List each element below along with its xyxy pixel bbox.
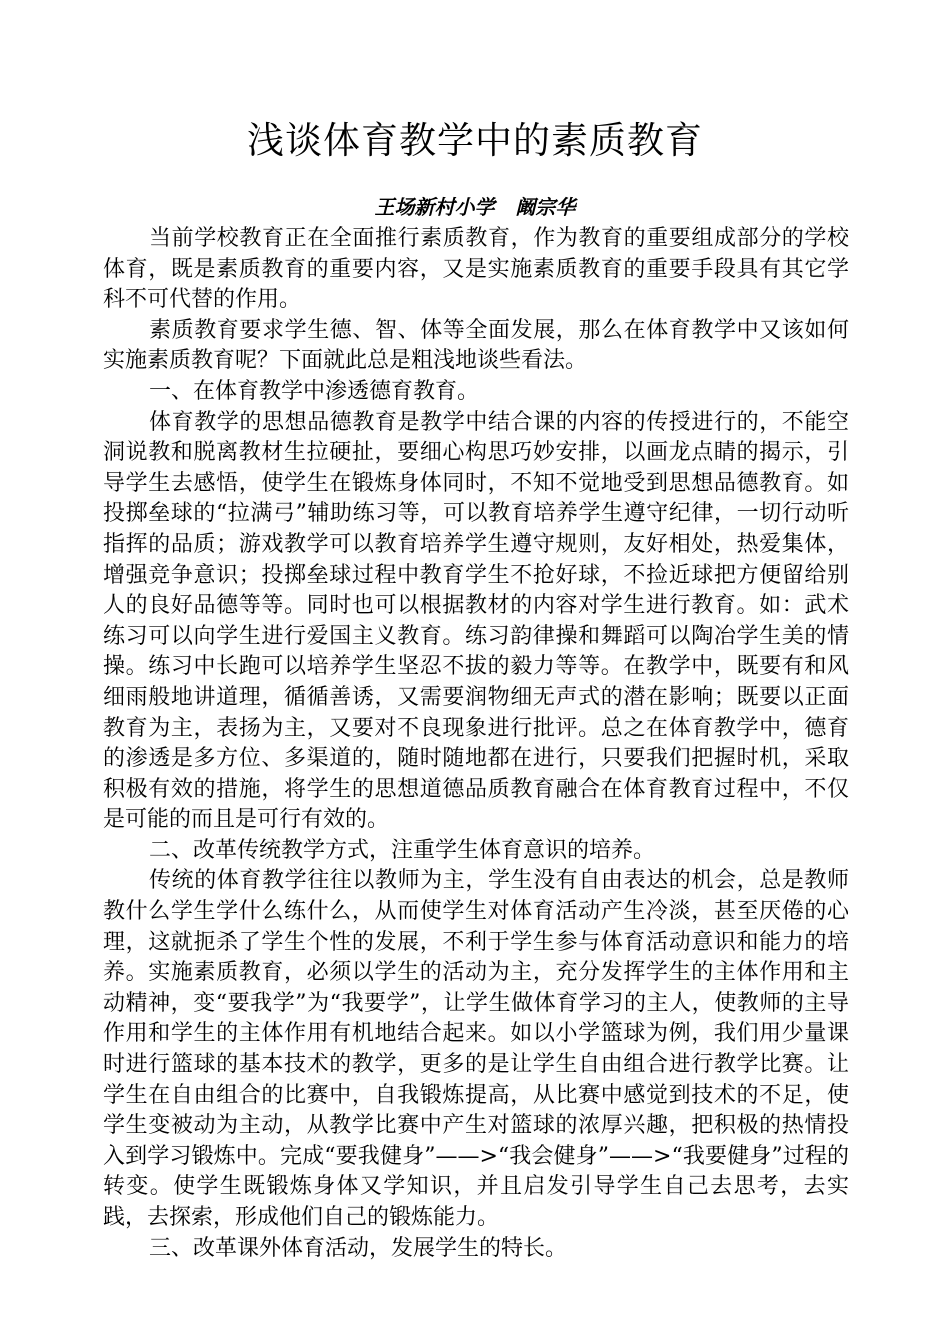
section-heading: 二、改革传统教学方式，注重学生体育意识的培养。: [149, 837, 656, 863]
paragraph: 体育教学的思想品德教育是教学中结合课的内容的传授进行的，不能空洞说教和脱离教材生拉硬扯，要细心构思巧妙安排，以画龙点睛的揭示，引导学生去感悟，使学生在锻炼身体同时，不知不觉地受到思想品德教育。如投掷垒球的“拉满弓”辅助练习等，可以教育培养学生遵守纪律，一切行动听指挥的品质；游戏教学可以教育培养学生遵守规则，友好相处，热爱集体，增强竞争意识；投掷垒球过程中教育学生不抢好球，不捡近球把方便留给别人的良好品德等等。同时也可以根据教材的内容对学生进行教育。如：武术练习可以向学生进行爱国主义教育。练习韵律操和舞蹈可以陶冶学生美的情操。练习中长跑可以培养学生坚忍不拔的毅力等等。在教学中，既要有和风细雨般地讲道理，循循善诱，又需要润物细无声式的潜在影响；既要以正面教育为主，表扬为主，又要对不良现象进行批评。总之在体育教学中，德育的渗透是多方位、多渠道的，随时随地都在进行，只要我们把握时机，采取积极有效的措施，将学生的思想道德品质教育融合在体育教育过程中，不仅是可能的而且是可行有效的。: [103, 409, 849, 833]
paragraph: 传统的体育教学往往以教师为主，学生没有自由表达的机会，总是教师教什么学生学什么练什么，从而使学生对体育活动产生冷淡，甚至厌倦的心理，这就扼杀了学生个性的发展，不利于学生参与体育活动意识和能力的培养。实施素质教育，必须以学生的活动为主，充分发挥学生的主体作用和主动精神，变“要我学”为“我要学”，让学生做体育学习的主人，使教师的主导作用和学生的主体作用有机地结合起来。如以小学篮球为例，我们用少量课时进行篮球的基本技术的教学，更多的是让学生自由组合进行教学比赛。让学生在自由组合的比赛中，自我锻炼提高，从比赛中感觉到技术的不足，使学生变被动为主动，从教学比赛中产生对篮球的浓厚兴趣，把积极的热情投入到学习锻炼中。完成“要我健身”——>“我会健身”——>“我要健身”过程的转变。使学生既锻炼身体又学知识，并且启发引导学生自己去思考，去实践，去探索，形成他们自己的锻炼能力。: [103, 868, 849, 1230]
paragraph: 素质教育要求学生德、智、体等全面发展，那么在体育教学中又该如何实施素质教育呢？下面就此总是粗浅地谈些看法。: [103, 317, 849, 374]
section-heading: 三、改革课外体育活动，发展学生的特长。: [149, 1235, 568, 1261]
document-body: [103, 224, 849, 1264]
document-title: 浅谈体育教学中的素质教育: [247, 119, 703, 162]
section-heading: 一、在体育教学中渗透德育教育。: [149, 378, 480, 404]
author-byline: 王场新村小学 阚宗华: [374, 195, 576, 219]
paragraph: 当前学校教育正在全面推行素质教育，作为教育的重要组成部分的学校体育，既是素质教育的重要内容，又是实施素质教育的重要手段具有其它学科不可代替的作用。: [103, 226, 849, 313]
